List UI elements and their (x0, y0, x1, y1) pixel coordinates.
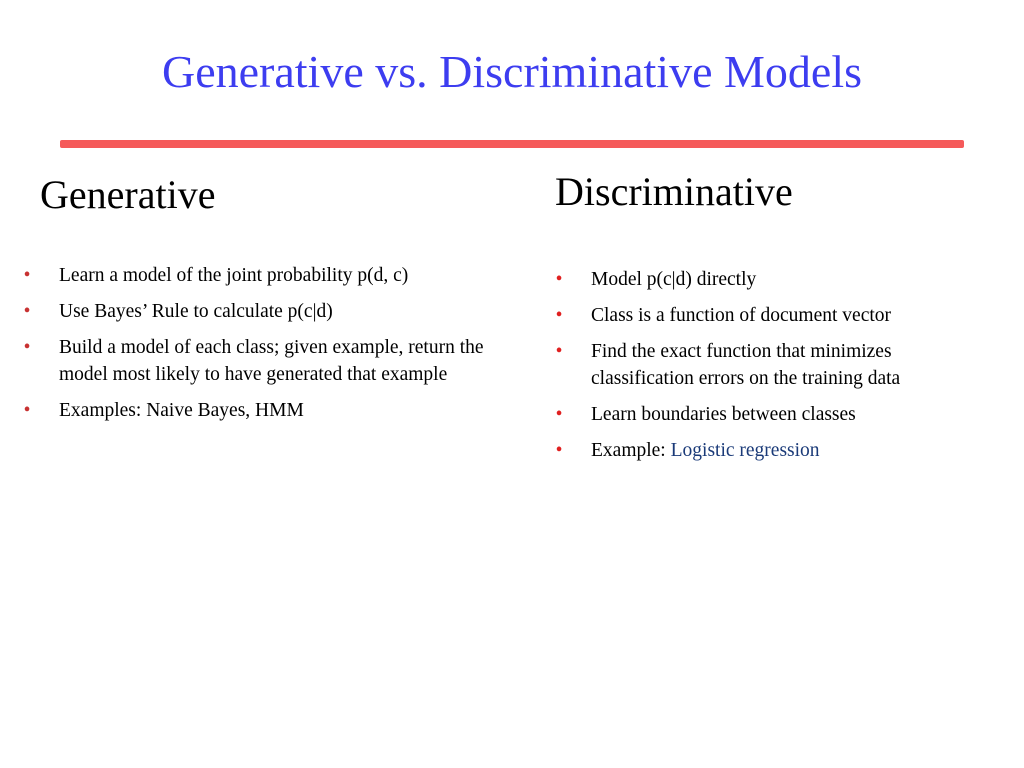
discriminative-bullet-list (552, 266, 992, 473)
discriminative-heading: Discriminative (555, 169, 793, 214)
bullet-icon: • (555, 305, 563, 326)
bullet-text: Model p(c|d) directly (591, 269, 757, 290)
bullet-icon: • (555, 341, 563, 362)
example-prefix: Example: (591, 440, 671, 461)
bullet-text: Learn a model of the joint probability p(d, c) (59, 265, 409, 286)
generative-heading: Generative (40, 172, 216, 217)
logistic-regression-link[interactable]: Logistic regression (670, 440, 820, 461)
bullet-text: Use Bayes’ Rule to calculate p(c|d) (59, 301, 333, 322)
bullet-text: Build a model of each class; given example, return the model most likely to have generated that example (59, 337, 484, 385)
title-divider (60, 140, 964, 148)
bullet-text: Find the exact function that minimizes classification errors on the training data (591, 341, 901, 389)
list-item (20, 298, 530, 325)
bullet-text: Class is a function of document vector (591, 305, 892, 326)
list-item (20, 334, 530, 388)
bullet-icon: • (23, 400, 31, 421)
generative-bullet-list (20, 262, 530, 433)
list-item (20, 397, 530, 424)
bullet-icon: • (555, 404, 563, 425)
list-item (552, 338, 992, 392)
bullet-icon: • (23, 265, 31, 286)
list-item (20, 262, 530, 289)
bullet-icon: • (555, 269, 563, 290)
list-item (552, 437, 992, 464)
bullet-text: Learn boundaries between classes (591, 404, 856, 425)
list-item (552, 302, 992, 329)
list-item (552, 266, 992, 293)
slide-title: Generative vs. Discriminative Models (161, 46, 863, 97)
bullet-text: Examples: Naive Bayes, HMM (59, 400, 304, 421)
bullet-icon: • (23, 337, 31, 358)
bullet-text (591, 437, 992, 464)
bullet-icon: • (555, 440, 563, 461)
list-item (552, 401, 992, 428)
bullet-icon: • (23, 301, 31, 322)
